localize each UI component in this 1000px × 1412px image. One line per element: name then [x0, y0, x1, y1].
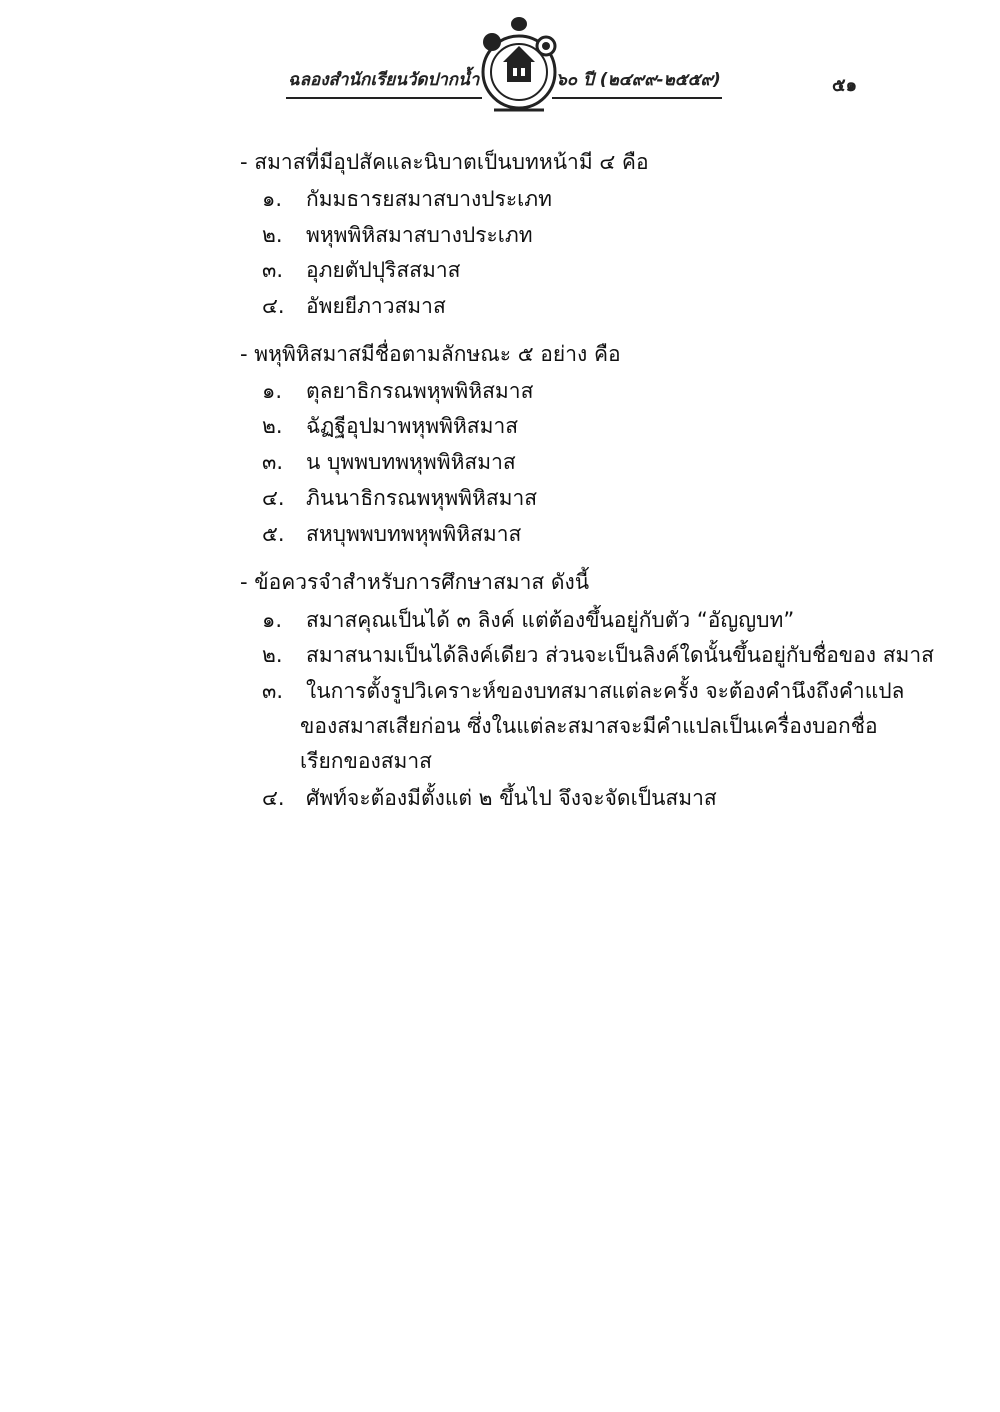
list-item: ๒. ฉัฏฐีอุปมาพหุพพิหิสมาส	[262, 414, 519, 438]
header-rule-left	[286, 97, 482, 99]
section-heading: - สมาสที่มีอุปสัคและนิบาตเป็นบทหน้ามี ๔ คือ	[240, 150, 649, 174]
list-item: ๓. ในการตั้งรูปวิเคราะห์ของบทสมาสแต่ละครั้ง จะต้องคำนึงถึงคำแปล	[262, 679, 905, 703]
list-item: ๑. สมาสคุณเป็นได้ ๓ ลิงค์ แต่ต้องขึ้นอยู่กับตัว “อัญญบท”	[262, 608, 795, 632]
list-item: ๑. กัมมธารยสมาสบางประเภท	[262, 187, 552, 211]
section-heading: - พหุพิหิสมาสมีชื่อตามลักษณะ ๕ อย่าง คือ	[240, 342, 621, 366]
list-item: ๓. อุภยตัปปุริสสมาส	[262, 258, 461, 282]
list-item-continuation: เรียกของสมาส	[300, 749, 432, 773]
page-number: ๕๑	[832, 75, 858, 96]
page-header	[0, 0, 1000, 130]
temple-seal-emblem-icon	[474, 14, 564, 118]
list-item: ๔. ภินนาธิกรณพหุพพิหิสมาส	[262, 486, 538, 510]
list-item: ๒. สมาสนามเป็นได้ลิงค์เดียว ส่วนจะเป็นลิงค์ใดนั้นขึ้นอยู่กับชื่อของ สมาส	[262, 643, 934, 667]
list-item: ๓. น บุพพบทพหุพพิหิสมาส	[262, 450, 516, 474]
list-item: ๔. ศัพท์จะต้องมีตั้งแต่ ๒ ขึ้นไป จึงจะจัดเป็นสมาส	[262, 786, 717, 810]
list-item: ๕. สหบุพพบทพหุพพิหิสมาส	[262, 522, 522, 546]
list-item: ๑. ตุลยาธิกรณพหุพพิหิสมาส	[262, 379, 534, 403]
section-heading: - ข้อควรจำสำหรับการศึกษาสมาส ดังนี้	[240, 570, 590, 594]
header-rule-right	[552, 97, 722, 99]
list-item: ๒. พหุพพิหิสมาสบางประเภท	[262, 223, 533, 247]
header-left-title: ฉลองสำนักเรียนวัดปากน้ำ	[288, 70, 480, 90]
list-item-continuation: ของสมาสเสียก่อน ซึ่งในแต่ละสมาสจะมีคำแปลเป็นเครื่องบอกชื่อ	[300, 714, 878, 738]
header-center-title: ๖๐ ปี (๒๔๙๙-๒๕๕๙)	[556, 70, 721, 90]
list-item: ๔. อัพยยีภาวสมาส	[262, 294, 446, 318]
